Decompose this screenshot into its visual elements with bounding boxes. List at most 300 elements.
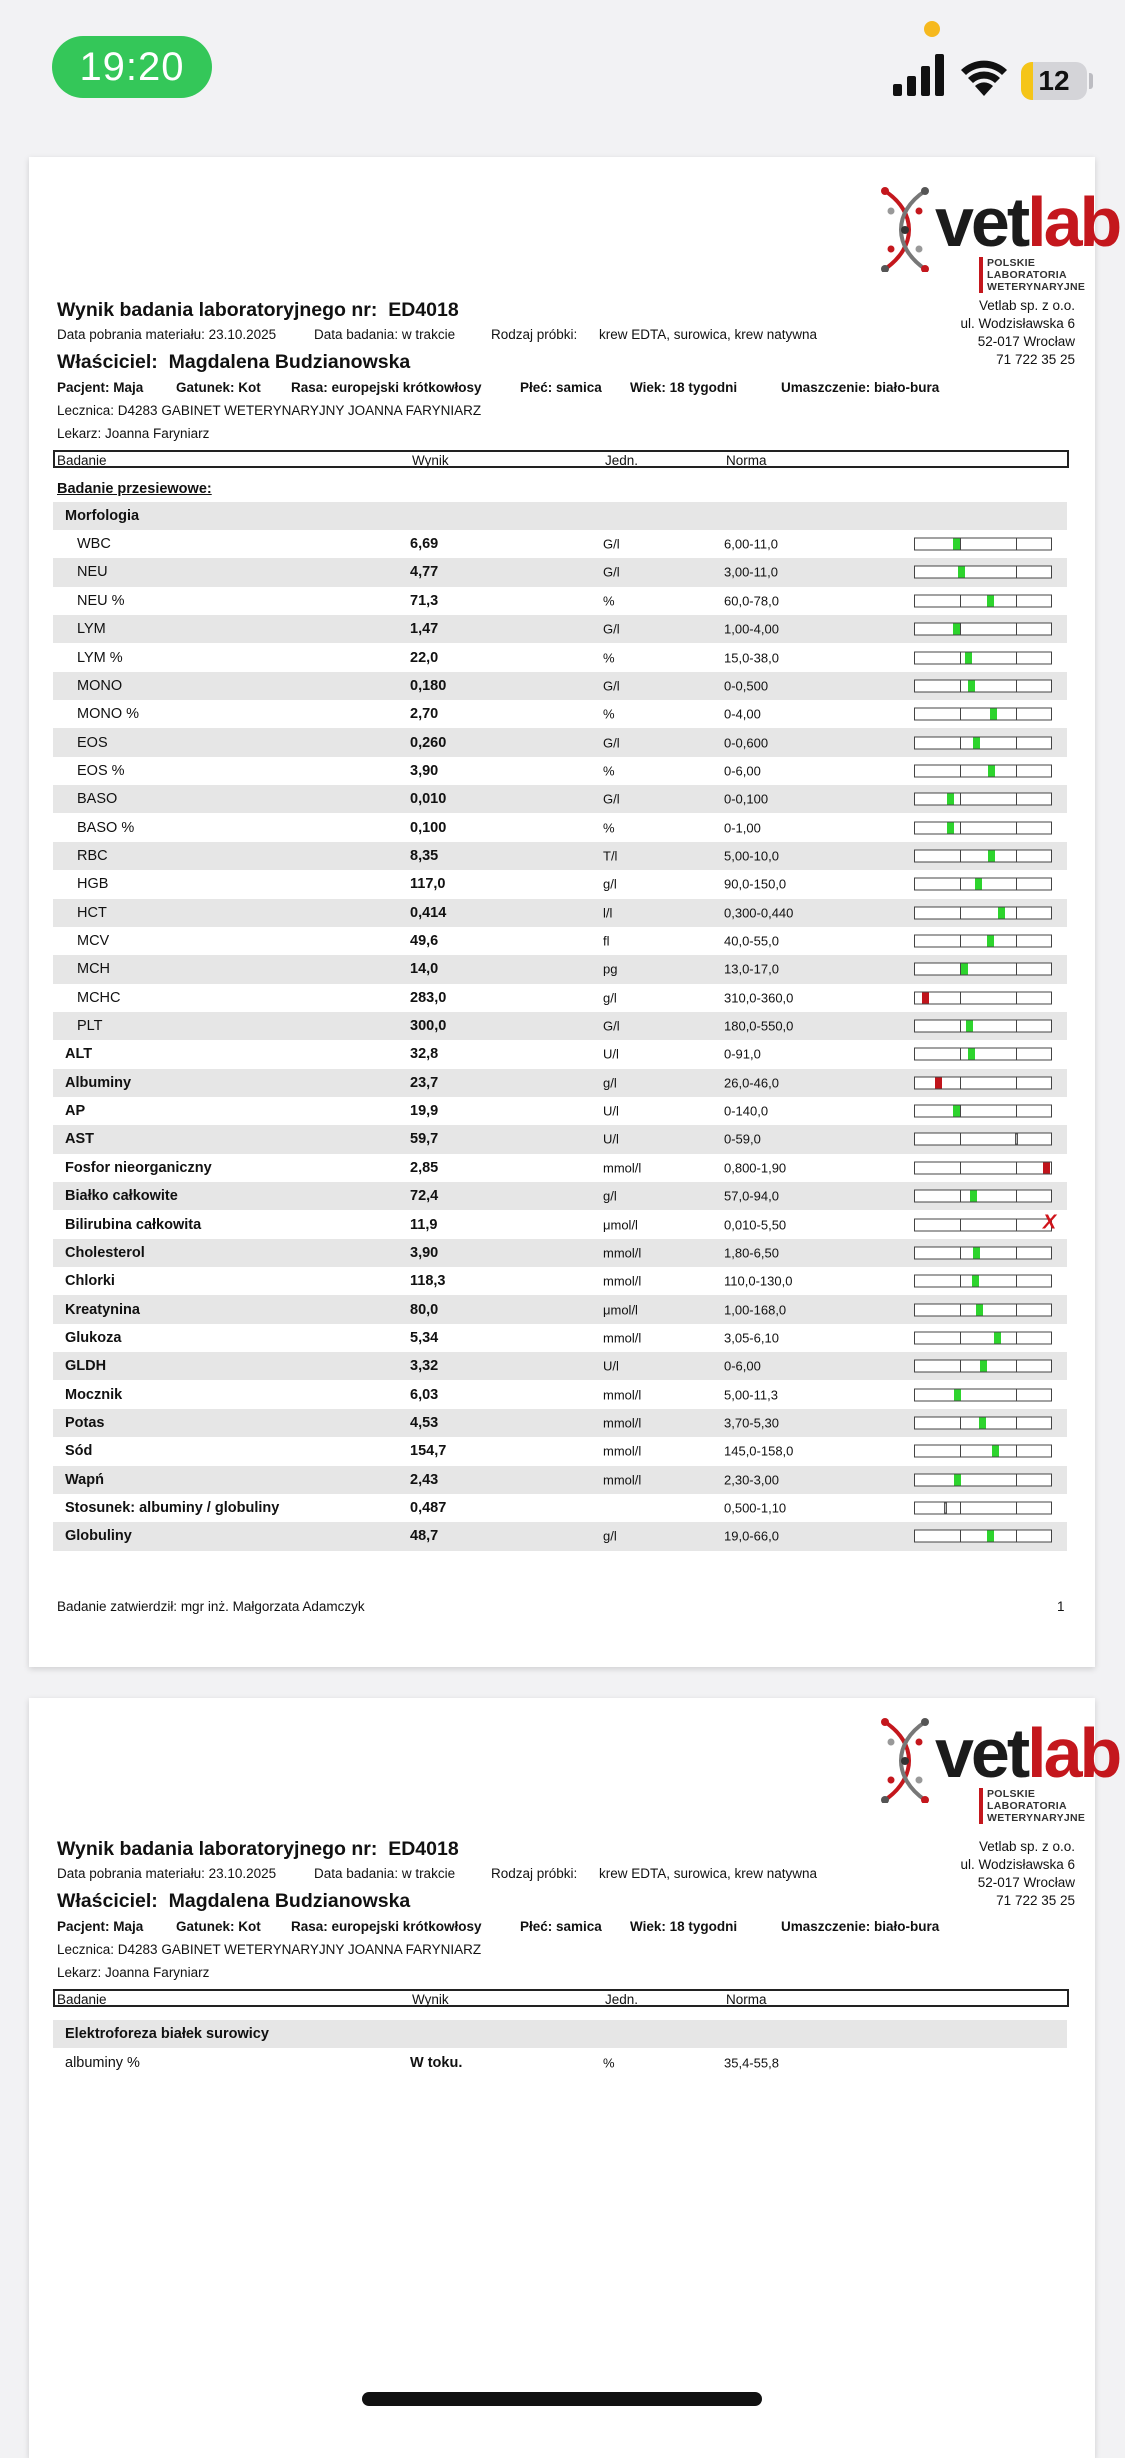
test-norm: 60,0-78,0 — [724, 593, 779, 609]
test-result: 72,4 — [410, 1188, 439, 1205]
range-marker — [979, 1417, 986, 1428]
test-norm: 6,00-11,0 — [724, 536, 778, 552]
test-result: 154,7 — [410, 1443, 447, 1460]
test-norm: 3,00-11,0 — [724, 564, 778, 580]
range-marker — [966, 1021, 973, 1032]
range-marker — [947, 794, 954, 805]
test-result: 0,260 — [410, 734, 447, 751]
range-bar — [914, 1190, 1052, 1203]
table-row — [53, 899, 1067, 927]
dna-logo-icon — [877, 1718, 937, 1803]
test-unit: g/l — [603, 990, 617, 1006]
test-name: Stosunek: albuminy / globuliny — [65, 1500, 280, 1517]
table-row — [53, 1409, 1067, 1437]
battery-icon — [1021, 62, 1087, 100]
table-row — [53, 672, 1067, 700]
test-result: 80,0 — [410, 1301, 439, 1318]
range-marker — [947, 822, 954, 833]
test-result: 19,9 — [410, 1103, 439, 1120]
test-unit: % — [603, 763, 615, 779]
test-name: MCHC — [77, 989, 121, 1006]
test-unit: U/l — [603, 1131, 619, 1147]
range-bar — [914, 679, 1052, 692]
test-result: 32,8 — [410, 1046, 439, 1063]
range-marker — [970, 1191, 977, 1202]
test-unit: mmol/l — [603, 1415, 642, 1431]
test-norm: 0-4,00 — [724, 706, 761, 722]
test-norm: 0,800-1,90 — [724, 1160, 787, 1176]
test-result: 2,43 — [410, 1471, 439, 1488]
test-result: 4,53 — [410, 1414, 439, 1431]
patient-breed: Rasa: europejski krótkowłosy — [291, 380, 482, 395]
test-result: 1,47 — [410, 621, 439, 638]
test-norm: 310,0-360,0 — [724, 990, 794, 1006]
test-name: PLT — [77, 1018, 103, 1035]
sample-label: Rodzaj próbki: — [491, 1866, 578, 1881]
range-marker — [958, 567, 965, 578]
vetlab-logo: vetlab POLSKIE LABORATORIA WETERYNARYJNE — [877, 1718, 1077, 1808]
test-name: Sód — [65, 1443, 93, 1460]
table-row — [53, 643, 1067, 671]
table-header: Badanie Wynik Jedn. Norma — [53, 450, 1069, 468]
range-marker — [953, 539, 960, 550]
test-name: ALT — [65, 1046, 93, 1063]
table-row — [53, 530, 1067, 558]
patient-breed: Rasa: europejski krótkowłosy — [291, 1919, 482, 1934]
test-unit: pg — [603, 961, 618, 977]
test-result: 5,34 — [410, 1329, 439, 1346]
table-header: Badanie Wynik Jedn. Norma — [53, 1989, 1069, 2007]
test-name: LYM % — [77, 649, 123, 666]
patient-color: Umaszczenie: biało-bura — [781, 1919, 940, 1934]
test-norm: 110,0-130,0 — [724, 1273, 793, 1289]
range-marker — [987, 936, 994, 947]
table-row — [53, 1437, 1067, 1465]
test-result: 6,69 — [410, 536, 439, 553]
test-name: HGB — [77, 876, 109, 893]
test-name: MCH — [77, 961, 111, 978]
patient-color: Umaszczenie: biało-bura — [781, 380, 940, 395]
table-row — [53, 814, 1067, 842]
range-bar — [914, 1360, 1052, 1373]
test-result: 283,0 — [410, 989, 447, 1006]
test-result: 71,3 — [410, 592, 439, 609]
table-row — [53, 870, 1067, 898]
range-bar — [914, 935, 1052, 948]
report-title: Wynik badania laboratoryjnego nr: ED4018 — [57, 1838, 459, 1860]
approved-by: Badanie zatwierdził: mgr inż. Małgorzata Adamczyk — [57, 1599, 365, 1614]
report-page-1 — [29, 157, 1120, 1667]
patient-name: Pacjent: Maja — [57, 1919, 144, 1934]
test-norm: 0-1,00 — [724, 820, 761, 836]
table-row — [53, 1182, 1067, 1210]
range-marker — [922, 992, 929, 1003]
range-marker — [965, 652, 972, 663]
table-row — [53, 1210, 1067, 1238]
test-unit: U/l — [603, 1103, 619, 1119]
test-norm: 0-0,100 — [724, 791, 769, 807]
table-row — [53, 1154, 1067, 1182]
test-unit: % — [603, 650, 615, 666]
doctor: Lekarz: Joanna Faryniarz — [57, 426, 210, 441]
range-marker — [975, 879, 982, 890]
test-result: 4,77 — [410, 564, 439, 581]
range-marker — [953, 624, 960, 635]
test-norm: 1,80-6,50 — [724, 1245, 779, 1261]
table-row — [53, 1097, 1067, 1125]
test-name: WBC — [77, 536, 111, 553]
range-marker — [954, 1474, 961, 1485]
test-norm: 180,0-550,0 — [724, 1018, 794, 1034]
test-name: EOS % — [77, 762, 125, 779]
test-result: 48,7 — [410, 1528, 439, 1545]
test-unit: g/l — [603, 876, 617, 892]
range-bar — [914, 594, 1052, 607]
range-marker — [953, 1106, 960, 1117]
wifi-icon — [960, 54, 1008, 98]
test-name: Białko całkowite — [65, 1188, 178, 1205]
range-bar — [914, 1076, 1052, 1089]
page-number: 1 — [1057, 1599, 1065, 1614]
test-result: 3,90 — [410, 1244, 439, 1261]
table-row — [53, 1352, 1067, 1380]
test-norm: 0-6,00 — [724, 763, 761, 779]
test-norm: 2,30-3,00 — [724, 1472, 779, 1488]
range-bar — [914, 708, 1052, 721]
range-bar — [914, 736, 1052, 749]
test-name: HCT — [77, 904, 107, 921]
group-morfologia: Morfologia — [53, 502, 1067, 530]
test-name: LYM — [77, 621, 106, 638]
test-name: Potas — [65, 1414, 105, 1431]
test-unit: mmol/l — [603, 1472, 642, 1488]
range-bar — [914, 764, 1052, 777]
test-name: BASO — [77, 791, 118, 808]
patient-species: Gatunek: Kot — [176, 1919, 261, 1934]
test-unit: mmol/l — [603, 1387, 642, 1403]
test-norm: 0,500-1,10 — [724, 1500, 787, 1516]
test-name: Glukoza — [65, 1329, 122, 1346]
test-unit: fl — [603, 933, 610, 949]
table-row — [53, 558, 1067, 586]
test-name: Chlorki — [65, 1273, 115, 1290]
range-marker — [968, 1049, 975, 1060]
table-row — [53, 1125, 1067, 1153]
status-bar — [0, 0, 1125, 140]
range-marker — [988, 850, 995, 861]
battery-level: 12 — [1038, 65, 1070, 96]
test-unit: mmol/l — [603, 1443, 642, 1459]
test-unit: % — [603, 593, 615, 609]
report-page-2 — [29, 1698, 1120, 2458]
range-bar — [914, 566, 1052, 579]
test-norm: 3,70-5,30 — [724, 1415, 779, 1431]
patient-age: Wiek: 18 tygodni — [630, 380, 738, 395]
test-result: 0,487 — [410, 1500, 447, 1517]
range-bar — [914, 538, 1052, 551]
test-result: 22,0 — [410, 649, 439, 666]
test-unit: G/l — [603, 536, 620, 552]
range-marker — [1015, 1134, 1018, 1145]
date-collected: Data pobrania materiału: 23.10.2025 — [57, 327, 277, 342]
sample-label: Rodzaj próbki: — [491, 327, 578, 342]
test-unit: % — [603, 706, 615, 722]
test-norm: 0,300-0,440 — [724, 905, 794, 921]
range-bar — [914, 1416, 1052, 1429]
group-elektroforeza: Elektroforeza białek surowicy — [53, 2020, 1067, 2048]
test-norm: 145,0-158,0 — [724, 1443, 794, 1459]
test-name: MONO — [77, 677, 123, 694]
date-test: Data badania: w trakcie — [314, 327, 456, 342]
test-norm: 19,0-66,0 — [724, 1528, 779, 1544]
test-norm: 5,00-11,3 — [724, 1387, 778, 1403]
test-result: 14,0 — [410, 961, 439, 978]
table-row — [53, 1295, 1067, 1323]
patient-sex: Płeć: samica — [520, 380, 602, 395]
table-row — [53, 757, 1067, 785]
test-unit: μmol/l — [603, 1217, 638, 1233]
test-unit: mmol/l — [603, 1160, 642, 1176]
range-bar — [914, 1473, 1052, 1486]
range-bar — [914, 1105, 1052, 1118]
clinic: Lecznica: D4283 GABINET WETERYNARYJNY JOANNA FARYNIARZ — [57, 403, 482, 418]
test-unit: U/l — [603, 1358, 619, 1374]
range-marker: X — [1042, 1211, 1057, 1234]
range-marker — [973, 737, 980, 748]
lab-address: Vetlab sp. z o.o. ul. Wodzisławska 6 52-017 Wrocław 71 722 35 25 — [960, 1839, 1075, 1908]
test-norm: 13,0-17,0 — [724, 961, 779, 977]
range-bar — [914, 878, 1052, 891]
home-indicator[interactable] — [362, 2392, 762, 2406]
owner: Właściciel: Magdalena Budzianowska — [57, 351, 411, 373]
table-row — [53, 1494, 1067, 1522]
test-result: 2,85 — [410, 1159, 439, 1176]
range-marker — [976, 1304, 983, 1315]
test-name: Mocznik — [65, 1386, 123, 1403]
test-name: Albuminy — [65, 1074, 132, 1091]
table-row — [53, 615, 1067, 643]
range-marker — [972, 1276, 979, 1287]
range-marker — [998, 907, 1005, 918]
test-result: 11,9 — [410, 1216, 438, 1233]
range-marker — [954, 1389, 961, 1400]
test-result: 3,90 — [410, 762, 439, 779]
test-unit: G/l — [603, 735, 620, 751]
test-unit: % — [603, 820, 615, 836]
test-name: EOS — [77, 734, 108, 751]
table-row — [53, 1381, 1067, 1409]
clinic: Lecznica: D4283 GABINET WETERYNARYJNY JOANNA FARYNIARZ — [57, 1942, 482, 1957]
range-marker — [994, 1332, 1001, 1343]
report-number: ED4018 — [388, 1838, 459, 1860]
test-unit: mmol/l — [603, 1273, 642, 1289]
range-bar — [914, 849, 1052, 862]
range-bar — [914, 991, 1052, 1004]
range-marker — [992, 1446, 999, 1457]
cellular-signal-icon — [893, 52, 945, 98]
sample-value: krew EDTA, surowica, krew natywna — [599, 327, 818, 342]
date-collected: Data pobrania materiału: 23.10.2025 — [57, 1866, 277, 1881]
test-norm: 0,010-5,50 — [724, 1217, 787, 1233]
status-time[interactable]: 19:20 — [52, 36, 212, 98]
test-name: Kreatynina — [65, 1301, 140, 1318]
range-marker — [968, 680, 975, 691]
range-marker — [935, 1077, 942, 1088]
range-marker — [987, 595, 994, 606]
test-norm: 3,05-6,10 — [724, 1330, 779, 1346]
test-unit: T/l — [603, 848, 618, 864]
range-marker — [973, 1247, 980, 1258]
table-row — [53, 728, 1067, 756]
test-norm: 90,0-150,0 — [724, 876, 787, 892]
table-row — [53, 1267, 1067, 1295]
vetlab-logo: vetlab POLSKIE LABORATORIA WETERYNARYJNE — [877, 187, 1077, 277]
range-bar — [914, 1445, 1052, 1458]
test-unit: g/l — [603, 1188, 617, 1204]
test-name: NEU — [77, 564, 108, 581]
test-result: 0,010 — [410, 791, 447, 808]
test-unit: mmol/l — [603, 1245, 642, 1261]
test-unit: mmol/l — [603, 1330, 642, 1346]
table-row — [53, 785, 1067, 813]
test-result: 0,180 — [410, 677, 447, 694]
table-row — [53, 842, 1067, 870]
range-bar — [914, 1502, 1052, 1515]
test-norm: 0-59,0 — [724, 1131, 761, 1147]
range-bar — [914, 1048, 1052, 1061]
test-name: MCV — [77, 933, 110, 950]
test-unit: g/l — [603, 1528, 617, 1544]
range-bar — [914, 1246, 1052, 1259]
test-unit: G/l — [603, 678, 620, 694]
privacy-indicator-dot — [924, 21, 940, 37]
test-result: 23,7 — [410, 1074, 439, 1091]
sample-value: krew EDTA, surowica, krew natywna — [599, 1866, 818, 1881]
range-bar — [914, 793, 1052, 806]
table-row — [53, 1522, 1067, 1550]
range-marker — [990, 709, 997, 720]
test-unit: G/l — [603, 1018, 620, 1034]
table-row — [53, 1040, 1067, 1068]
test-name: AP — [65, 1103, 86, 1120]
test-norm: 1,00-168,0 — [724, 1302, 787, 1318]
test-name: RBC — [77, 847, 108, 864]
table-row — [53, 955, 1067, 983]
test-unit: G/l — [603, 564, 620, 580]
test-unit: l/l — [603, 905, 613, 921]
table-row — [53, 1239, 1067, 1267]
range-marker — [1043, 1162, 1050, 1173]
test-unit: G/l — [603, 791, 620, 807]
test-result: 300,0 — [410, 1018, 447, 1035]
range-marker — [987, 1531, 994, 1542]
table-row — [53, 1012, 1067, 1040]
patient-age: Wiek: 18 tygodni — [630, 1919, 738, 1934]
test-name: MONO % — [77, 706, 140, 723]
test-norm: 15,0-38,0 — [724, 650, 779, 666]
test-name: NEU % — [77, 592, 125, 609]
date-test: Data badania: w trakcie — [314, 1866, 456, 1881]
range-bar — [914, 1530, 1052, 1543]
test-norm: 0-0,600 — [724, 735, 769, 751]
table-row — [53, 1466, 1067, 1494]
test-norm: 40,0-55,0 — [724, 933, 779, 949]
patient-name: Pacjent: Maja — [57, 380, 144, 395]
range-marker — [961, 964, 968, 975]
test-result: 8,35 — [410, 847, 439, 864]
table-row — [53, 984, 1067, 1012]
test-norm: 0-0,500 — [724, 678, 769, 694]
test-result: 6,03 — [410, 1386, 439, 1403]
table-row — [53, 1324, 1067, 1352]
range-bar — [914, 1303, 1052, 1316]
test-name: Wapń — [65, 1471, 104, 1488]
test-norm: 0-140,0 — [724, 1103, 769, 1119]
range-bar — [914, 1161, 1052, 1174]
test-norm: 0-91,0 — [724, 1046, 761, 1062]
range-bar — [914, 963, 1052, 976]
lab-address: Vetlab sp. z o.o. ul. Wodzisławska 6 52-017 Wrocław 71 722 35 25 — [960, 298, 1075, 367]
test-name: BASO % — [77, 819, 135, 836]
test-result: 117,0 — [410, 876, 446, 893]
range-marker — [988, 765, 995, 776]
report-number: ED4018 — [388, 299, 459, 321]
range-bar — [914, 1020, 1052, 1033]
dna-logo-icon — [877, 187, 937, 272]
test-name: Fosfor nieorganiczny — [65, 1159, 212, 1176]
test-result: 0,414 — [410, 904, 447, 921]
range-bar — [914, 623, 1052, 636]
test-norm: 5,00-10,0 — [724, 848, 779, 864]
table-row — [53, 927, 1067, 955]
test-name: Globuliny — [65, 1528, 132, 1545]
range-bar — [914, 1133, 1052, 1146]
test-norm: 1,00-4,00 — [724, 621, 779, 637]
patient-species: Gatunek: Kot — [176, 380, 261, 395]
table-row — [53, 587, 1067, 615]
patient-sex: Płeć: samica — [520, 1919, 602, 1934]
test-name: AST — [65, 1131, 94, 1148]
table-row: albuminy % W toku. % 35,4-55,8 — [65, 2055, 779, 2072]
test-norm: 26,0-46,0 — [724, 1075, 779, 1091]
range-bar — [914, 906, 1052, 919]
range-bar — [914, 651, 1052, 664]
test-result: 59,7 — [410, 1131, 439, 1148]
owner: Właściciel: Magdalena Budzianowska — [57, 1890, 411, 1912]
test-unit: G/l — [603, 621, 620, 637]
table-row — [53, 1069, 1067, 1097]
range-marker — [980, 1361, 987, 1372]
report-title: Wynik badania laboratoryjnego nr: ED4018 — [57, 299, 459, 321]
range-bar — [914, 821, 1052, 834]
test-result: 2,70 — [410, 706, 439, 723]
test-norm: 57,0-94,0 — [724, 1188, 779, 1204]
range-bar — [914, 1211, 1057, 1234]
test-result: 49,6 — [410, 933, 439, 950]
test-result: 0,100 — [410, 819, 447, 836]
test-name: GLDH — [65, 1358, 107, 1375]
test-result: 118,3 — [410, 1273, 446, 1290]
doctor: Lekarz: Joanna Faryniarz — [57, 1965, 210, 1980]
test-unit: U/l — [603, 1046, 619, 1062]
section-title: Badanie przesiewowe: — [57, 481, 212, 497]
range-bar — [914, 1388, 1052, 1401]
range-bar — [914, 1275, 1052, 1288]
test-unit: g/l — [603, 1075, 617, 1091]
table-row — [53, 700, 1067, 728]
test-name: Cholesterol — [65, 1244, 145, 1261]
test-name: Bilirubina całkowita — [65, 1216, 202, 1233]
